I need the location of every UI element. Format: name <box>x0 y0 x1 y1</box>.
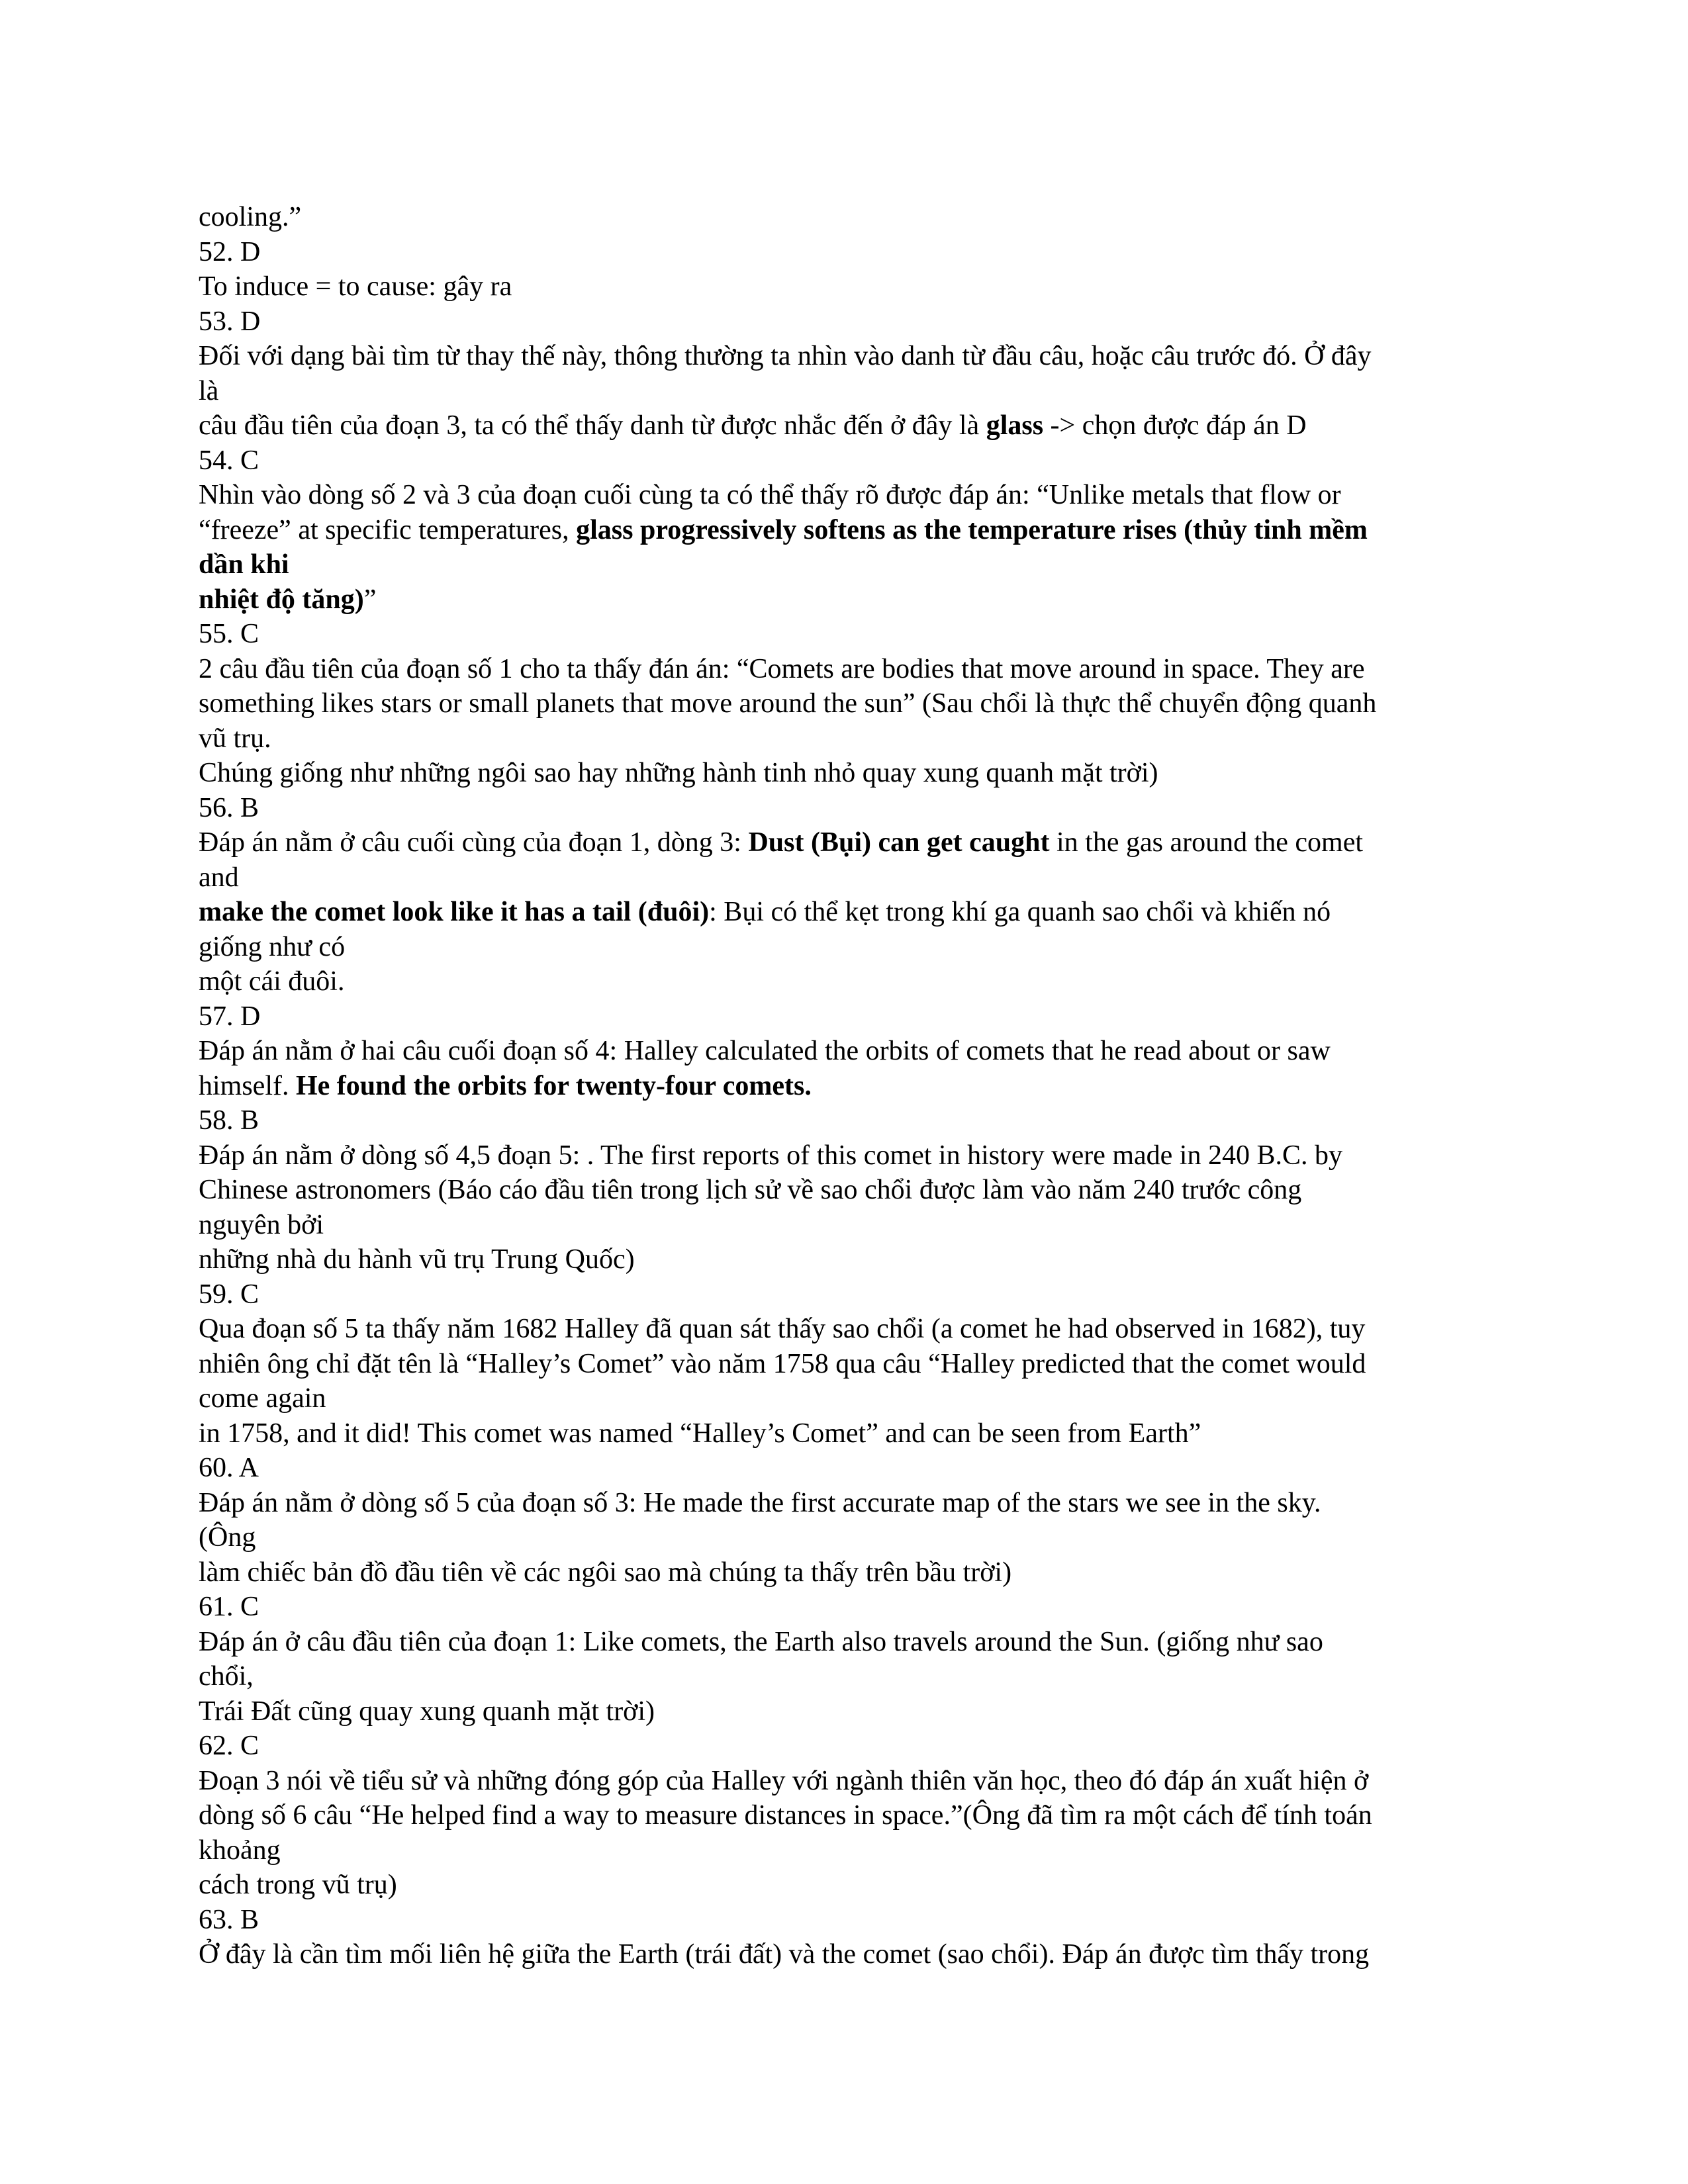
text-segment: (Ông <box>199 1522 256 1553</box>
text-line <box>199 1034 1529 1069</box>
text-line <box>199 269 1529 304</box>
text-segment: những nhà du hành vũ trụ Trung Quốc) <box>199 1244 635 1275</box>
text-segment: câu đầu tiên của đoạn 3, ta có thể thấy danh từ được nhắc đến ở đây là <box>199 410 986 441</box>
text-segment: Đáp án nằm ở dòng số 5 của đoạn số 3: He made the first accurate map of the stars we see in the sky. <box>199 1487 1321 1518</box>
text-segment: 2 câu đầu tiên của đoạn số 1 cho ta thấy đán án: “Comets are bodies that move around in space. They are <box>199 653 1365 684</box>
text-line <box>199 1798 1529 1833</box>
bold-text: make the comet look like it has a tail (đuôi) <box>199 897 710 927</box>
text-segment: Chinese astronomers (Báo cáo đầu tiên trong lịch sử về sao chổi được làm vào năm 240 trước công <box>199 1175 1302 1205</box>
text-segment: -> chọn được đáp án D <box>1043 410 1307 441</box>
text-segment: 58. B <box>199 1105 259 1136</box>
text-line <box>199 756 1529 791</box>
bold-text: Dust (Bụi) can get caught <box>748 827 1050 858</box>
text-segment: himself. <box>199 1070 296 1101</box>
text-segment: vũ trụ. <box>199 723 271 754</box>
text-line <box>199 547 1529 582</box>
text-line <box>199 1069 1529 1104</box>
text-line <box>199 895 1529 930</box>
text-line <box>199 686 1529 721</box>
text-line <box>199 1138 1529 1173</box>
text-segment: To induce = to cause: gây ra <box>199 271 512 302</box>
text-line <box>199 1833 1529 1868</box>
text-segment: Đoạn 3 nói về tiểu sử và những đóng góp của Halley với ngành thiên văn học, theo đó đáp án xuất hiện ở <box>199 1765 1369 1796</box>
bold-text: glass <box>986 410 1044 441</box>
text-line <box>199 1173 1529 1208</box>
text-line <box>199 1416 1529 1451</box>
text-segment: 55. C <box>199 619 259 649</box>
text-line <box>199 791 1529 826</box>
text-line <box>199 408 1529 443</box>
bold-text: nhiệt độ tăng) <box>199 584 364 615</box>
text-segment: 61. C <box>199 1592 259 1622</box>
text-segment: Qua đoạn số 5 ta thấy năm 1682 Halley đã quan sát thấy sao chổi (a comet he had observed in 1682), tuy <box>199 1314 1366 1344</box>
text-segment: Đáp án nằm ở dòng số 4,5 đoạn 5: . The first reports of this comet in history were made in 240 B.C. by <box>199 1140 1342 1171</box>
text-line <box>199 443 1529 478</box>
text-line <box>199 478 1529 513</box>
text-segment: 54. C <box>199 445 259 476</box>
text-segment: Đối với dạng bài tìm từ thay thế này, thông thường ta nhìn vào danh từ đầu câu, hoặc câu trước đó. Ở đây <box>199 341 1372 371</box>
text-segment: là <box>199 375 219 406</box>
text-line <box>199 1520 1529 1555</box>
text-line <box>199 304 1529 340</box>
text-segment: 57. D <box>199 1001 261 1032</box>
bold-text: He found the orbits for twenty-four comets. <box>295 1070 812 1101</box>
text-segment: một cái đuôi. <box>199 966 345 997</box>
text-line <box>199 964 1529 999</box>
text-line <box>199 999 1529 1034</box>
text-line <box>199 1277 1529 1312</box>
text-line <box>199 1486 1529 1521</box>
text-segment: nhiên ông chỉ đặt tên là “Halley’s Comet” vào năm 1758 qua câu “Halley predicted that the comet would <box>199 1348 1366 1379</box>
text-line <box>199 1625 1529 1660</box>
text-line <box>199 1868 1529 1903</box>
text-segment: come again <box>199 1383 326 1414</box>
text-segment: 63. B <box>199 1904 259 1935</box>
text-line <box>199 339 1529 374</box>
text-line <box>199 721 1529 756</box>
text-segment: 60. A <box>199 1453 259 1483</box>
answer-explanations-text <box>199 200 1529 1972</box>
text-line <box>199 930 1529 965</box>
text-segment: 56. B <box>199 792 259 823</box>
text-line <box>199 1347 1529 1382</box>
text-line <box>199 617 1529 652</box>
text-line <box>199 513 1529 548</box>
text-line <box>199 235 1529 270</box>
text-segment: khoảng <box>199 1835 281 1866</box>
text-line <box>199 1937 1529 1972</box>
text-line <box>199 1590 1529 1625</box>
text-line <box>199 374 1529 409</box>
text-line <box>199 860 1529 895</box>
text-line <box>199 1381 1529 1416</box>
text-line <box>199 1208 1529 1243</box>
text-segment: Trái Đất cũng quay xung quanh mặt trời) <box>199 1696 655 1727</box>
text-line <box>199 652 1529 687</box>
text-line <box>199 200 1529 235</box>
text-line <box>199 1312 1529 1347</box>
text-line <box>199 825 1529 860</box>
text-segment: dòng số 6 câu “He helped find a way to measure distances in space.”(Ông đã tìm ra một cách để tính toán <box>199 1800 1372 1831</box>
text-segment: in the gas around the comet <box>1049 827 1364 858</box>
text-segment: in 1758, and it did! This comet was named “Halley’s Comet” and can be seen from Earth” <box>199 1418 1201 1449</box>
text-segment: cách trong vũ trụ) <box>199 1870 397 1900</box>
text-segment: and <box>199 862 239 893</box>
text-line <box>199 1694 1529 1729</box>
text-line <box>199 1242 1529 1277</box>
text-segment: something likes stars or small planets that move around the sun” (Sau chổi là thực thể chuyển động quanh <box>199 688 1377 719</box>
bold-text: glass progressively softens as the temperature rises (thủy tinh mềm <box>576 514 1368 545</box>
text-line <box>199 1903 1529 1938</box>
bold-text: dần khi <box>199 549 289 580</box>
text-segment: Ở đây là cần tìm mối liên hệ giữa the Earth (trái đất) và the comet (sao chổi). Đáp án được tìm thấy trong <box>199 1939 1370 1970</box>
text-segment: Chúng giống như những ngôi sao hay những hành tinh nhỏ quay xung quanh mặt trời) <box>199 758 1158 788</box>
text-segment: 53. D <box>199 306 261 337</box>
text-segment: chổi, <box>199 1661 254 1692</box>
text-segment: ” <box>363 584 377 615</box>
text-segment: Đáp án nằm ở hai câu cuối đoạn số 4: Halley calculated the orbits of comets that he read about or saw <box>199 1036 1331 1066</box>
text-segment: “freeze” at specific temperatures, <box>199 514 577 545</box>
text-segment: : Bụi có thể kẹt trong khí ga quanh sao chổi và khiến nó <box>709 897 1331 927</box>
text-line <box>199 582 1529 617</box>
text-line <box>199 1103 1529 1138</box>
text-segment: Đáp án ở câu đầu tiên của đoạn 1: Like comets, the Earth also travels around the Sun. (giống như sao <box>199 1626 1323 1657</box>
text-segment: Nhìn vào dòng số 2 và 3 của đoạn cuối cùng ta có thể thấy rõ được đáp án: “Unlike metals that flow or <box>199 480 1341 510</box>
text-segment: làm chiếc bản đồ đầu tiên về các ngôi sao mà chúng ta thấy trên bầu trời) <box>199 1557 1012 1588</box>
text-line <box>199 1451 1529 1486</box>
text-line <box>199 1729 1529 1764</box>
text-segment: 52. D <box>199 236 261 267</box>
text-line <box>199 1659 1529 1694</box>
text-line <box>199 1555 1529 1590</box>
text-segment: Đáp án nằm ở câu cuối cùng của đoạn 1, dòng 3: <box>199 827 749 858</box>
text-segment: 59. C <box>199 1279 259 1310</box>
text-segment: cooling.” <box>199 202 302 232</box>
text-segment: nguyên bởi <box>199 1209 324 1240</box>
text-segment: giống như có <box>199 931 346 962</box>
text-line <box>199 1764 1529 1799</box>
text-segment: 62. C <box>199 1731 259 1761</box>
